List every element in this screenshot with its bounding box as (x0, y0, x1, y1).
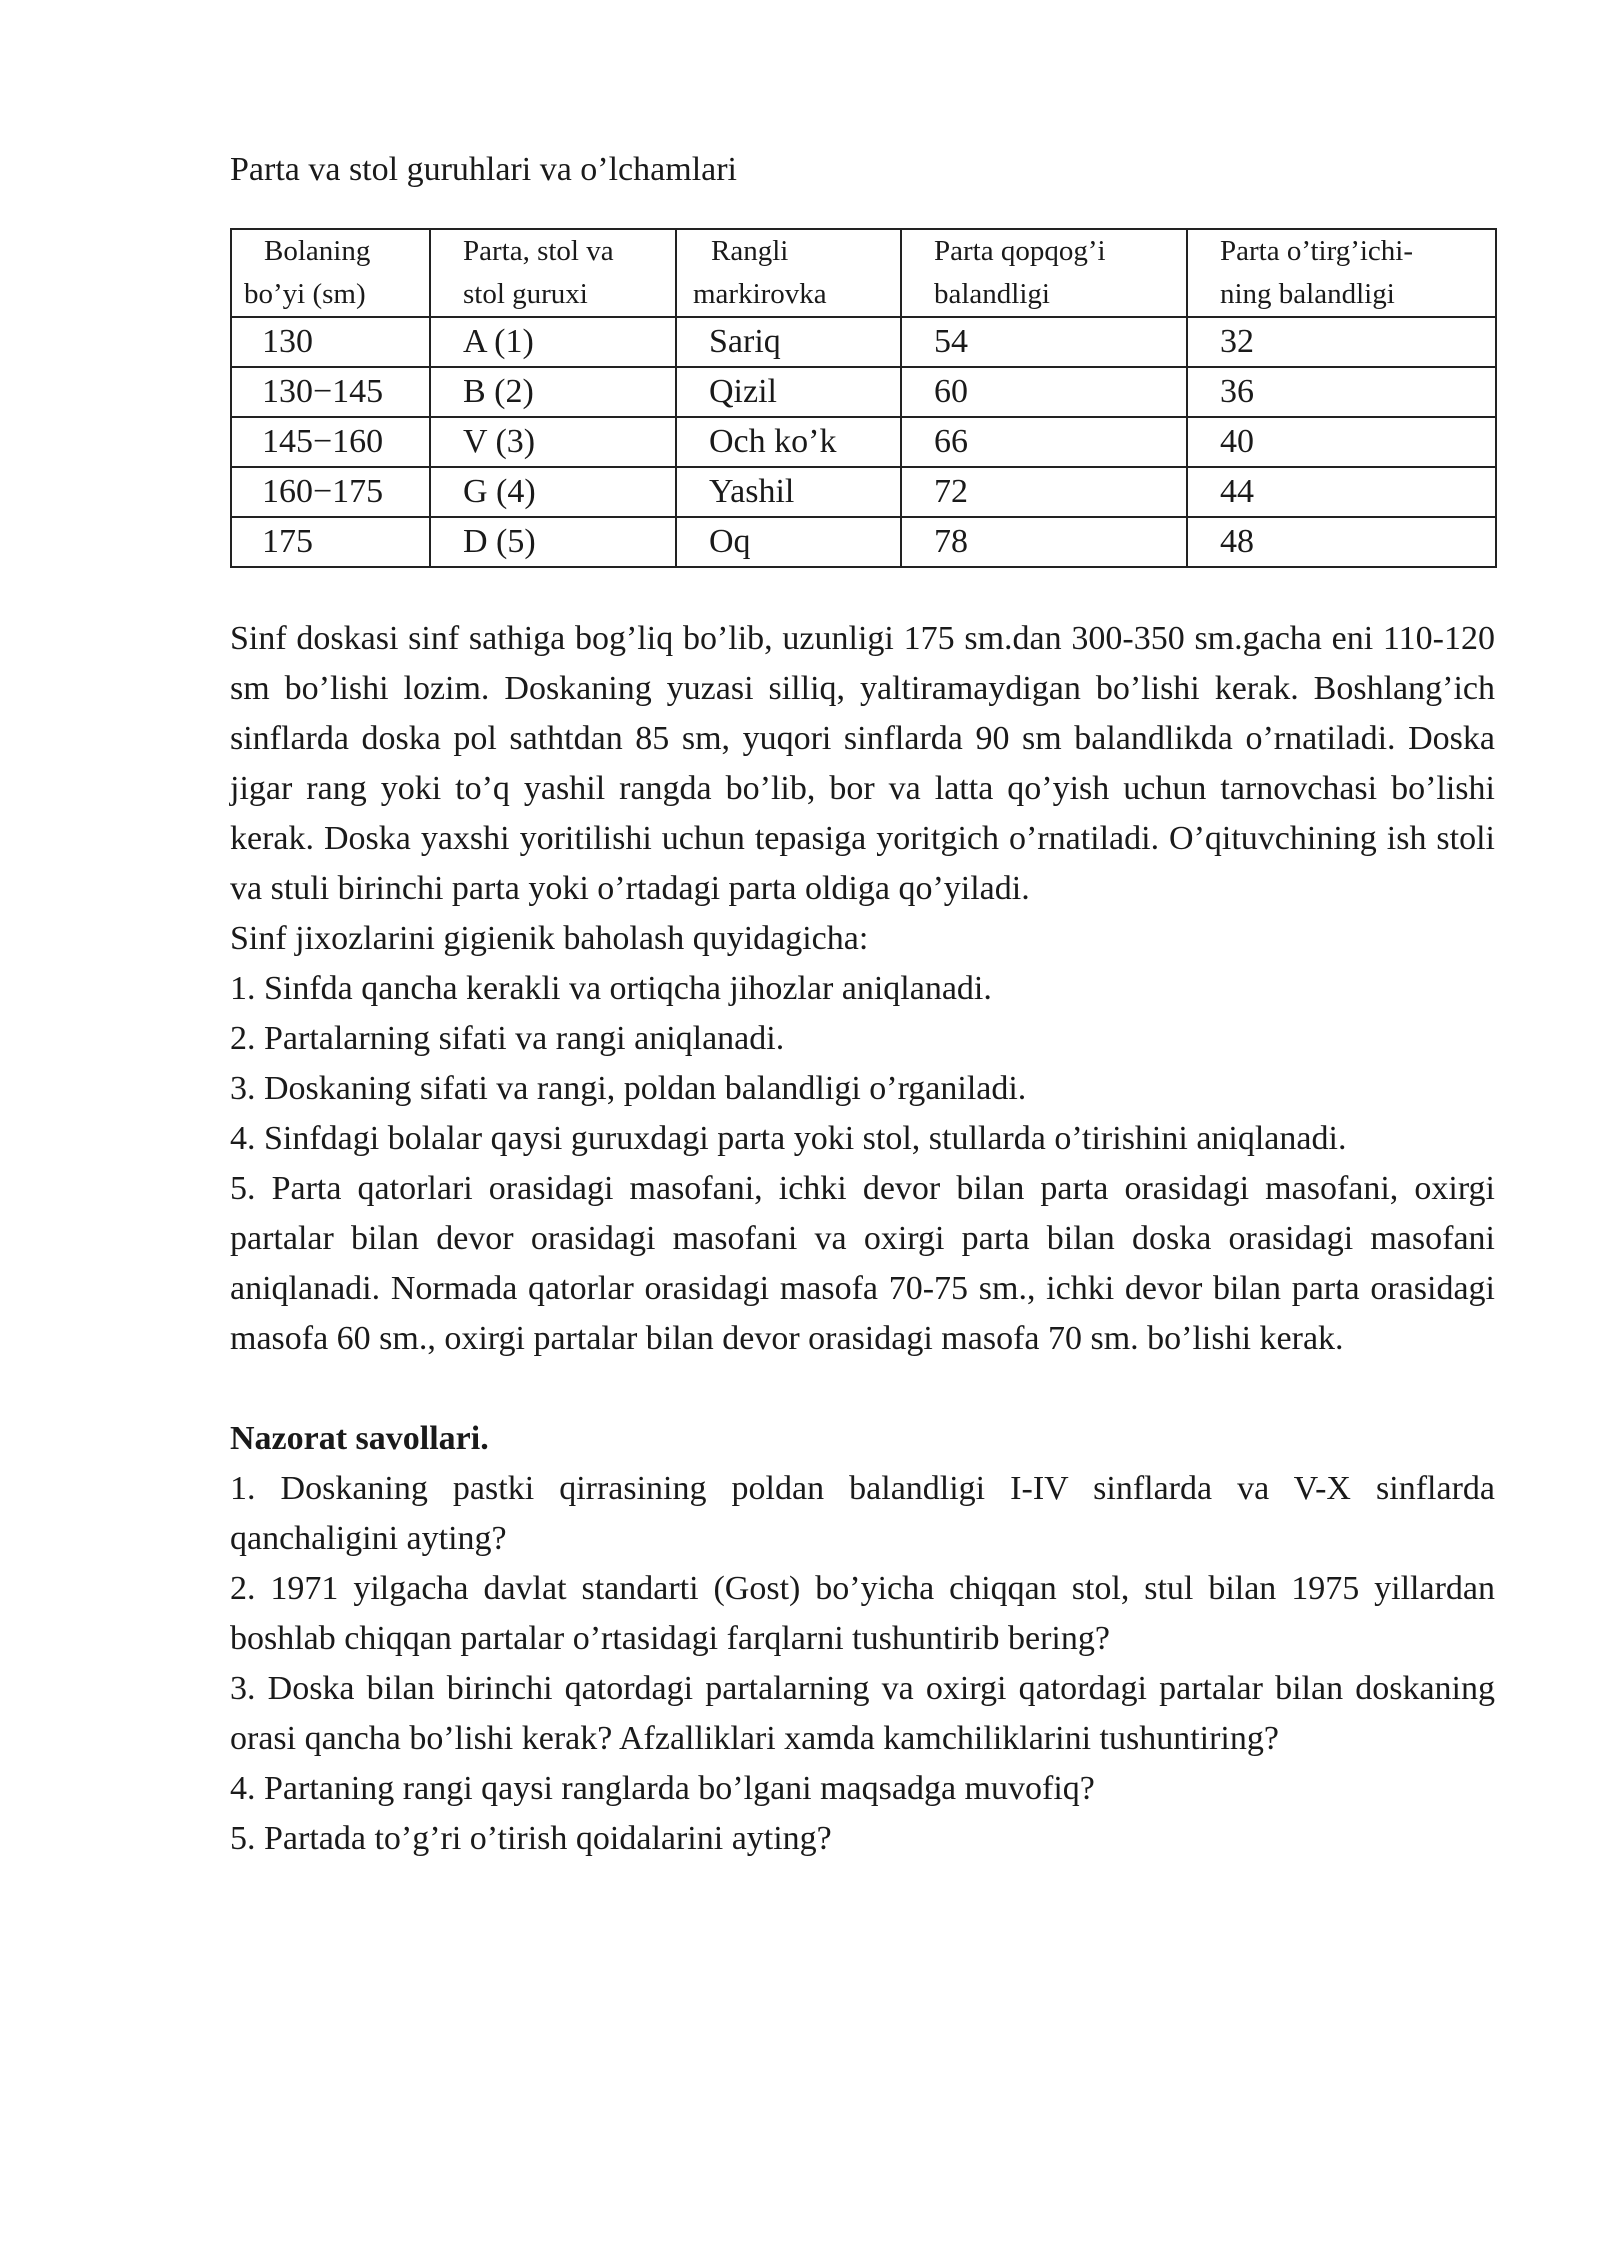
list-item: 4. Sinfdagi bolalar qaysi guruxdagi parta yoki stol, stullarda o’tirishini aniqlanadi. (230, 1120, 1347, 1157)
table-cell: 40 (1187, 417, 1496, 467)
table-cell: Sariq (676, 317, 901, 367)
table-cell: 130 (231, 317, 430, 367)
table-row (231, 367, 1496, 417)
table-cell: 145−160 (231, 417, 430, 467)
table-cell: Qizil (676, 367, 901, 417)
header-height-col (231, 229, 430, 317)
table-cell: 54 (901, 317, 1187, 367)
header-group-col (430, 229, 676, 317)
table-cell: G (4) (430, 467, 676, 517)
table-cell: A (1) (430, 317, 676, 367)
table-cell: 32 (1187, 317, 1496, 367)
document-page (230, 150, 1495, 1864)
table-cell: B (2) (430, 367, 676, 417)
question-item: 2. 1971 yilgacha davlat standarti (Gost) bo’yicha chiqqan stol, stul bilan 1975 yillardan boshlab chiqqan partalar o’rtasidagi farqlarni tushuntirib bering? (230, 1570, 1495, 1657)
table-cell: Yashil (676, 467, 901, 517)
header-line: Parta qopqog’i (934, 235, 1106, 267)
list-item: 5. Parta qatorlari orasidagi masofani, ichki devor bilan parta orasidagi masofani, oxirgi partalar bilan devor orasidagi masofani va oxirgi parta bilan doska orasidagi masofani aniqlanadi. Normada qatorlar orasidagi masofa 70-75 sm., ichki devor bilan parta orasidagi masofa 60 sm., oxirgi partalar bilan devor orasidagi masofa 70 sm. bo’lishi kerak. (230, 1170, 1495, 1357)
table-cell: 130−145 (231, 367, 430, 417)
table-cell: 66 (901, 417, 1187, 467)
table-cell: Oq (676, 517, 901, 567)
table-row (231, 417, 1496, 467)
table-cell: 78 (901, 517, 1187, 567)
table-cell: 160−175 (231, 467, 430, 517)
header-line: Parta, stol va (463, 235, 614, 267)
table-cell: 60 (901, 367, 1187, 417)
header-line: markirovka (693, 278, 827, 310)
question-item: 4. Partaning rangi qaysi ranglarda bo’lgani maqsadga muvofiq? (230, 1770, 1095, 1807)
body-text (230, 614, 1495, 1864)
questions-heading: Nazorat savollari. (230, 1420, 489, 1457)
header-color-col (676, 229, 901, 317)
table-row (231, 467, 1496, 517)
list-item: 2. Partalarning sifati va rangi aniqlanadi. (230, 1020, 785, 1057)
table-cell: 44 (1187, 467, 1496, 517)
assessment-intro: Sinf jixozlarini gigienik baholash quyidagicha: (230, 920, 869, 957)
header-lid-height-col (901, 229, 1187, 317)
table-title: Parta va stol guruhlari va o’lchamlari (230, 151, 737, 188)
table-cell: 48 (1187, 517, 1496, 567)
header-line: ning balandligi (1220, 278, 1395, 310)
header-seat-height-col (1187, 229, 1496, 317)
list-item: 3. Doskaning sifati va rangi, poldan balandligi o’rganiladi. (230, 1070, 1027, 1107)
header-line: Rangli (711, 235, 789, 267)
table-cell: 36 (1187, 367, 1496, 417)
table-cell: 175 (231, 517, 430, 567)
table-header-row (231, 229, 1496, 317)
table-row (231, 517, 1496, 567)
header-line: Parta o’tirg’ichi- (1220, 235, 1414, 267)
table-row (231, 317, 1496, 367)
table-cell: Och ko’k (676, 417, 901, 467)
board-paragraph: Sinf doskasi sinf sathiga bog’liq bo’lib, uzunligi 175 sm.dan 300-350 sm.gacha eni 110-120 sm bo’lishi lozim. Doskaning yuzasi silliq, yaltiramaydigan bo’lishi kerak. Boshlang’ich sinflarda doska pol sathtdan 85 sm, yuqori sinflarda 90 sm balandlikda o’rnatiladi. Doska jigar rang yoki to’q yashil rangda bo’lib, bor va latta qo’yish uchun tarnovchasi bo’lishi kerak. Doska yaxshi yoritilishi uchun tepasiga yoritgich o’rnatiladi. O’qituvchining ish stoli va stuli birinchi parta yoki o’rtadagi parta oldiga qo’yiladi. (230, 620, 1495, 907)
question-item: 3. Doska bilan birinchi qatordagi partalarning va oxirgi qatordagi partalar bilan doskaning orasi qancha bo’lishi kerak? Afzalliklari xamda kamchiliklarini tushuntiring? (230, 1670, 1495, 1757)
table-cell: 72 (901, 467, 1187, 517)
header-line: Bolaning (264, 235, 371, 267)
desk-size-table (230, 228, 1497, 568)
list-item: 1. Sinfda qancha kerakli va ortiqcha jihozlar aniqlanadi. (230, 970, 992, 1007)
table-cell: V (3) (430, 417, 676, 467)
table-cell: D (5) (430, 517, 676, 567)
question-item: 5. Partada to’g’ri o’tirish qoidalarini ayting? (230, 1820, 832, 1857)
question-item: 1. Doskaning pastki qirrasining poldan balandligi I-IV sinflarda va V-X sinflarda qanchaligini ayting? (230, 1470, 1495, 1557)
header-line: stol guruxi (463, 278, 588, 310)
header-line: balandligi (934, 278, 1050, 310)
header-line: bo’yi (sm) (244, 278, 366, 310)
